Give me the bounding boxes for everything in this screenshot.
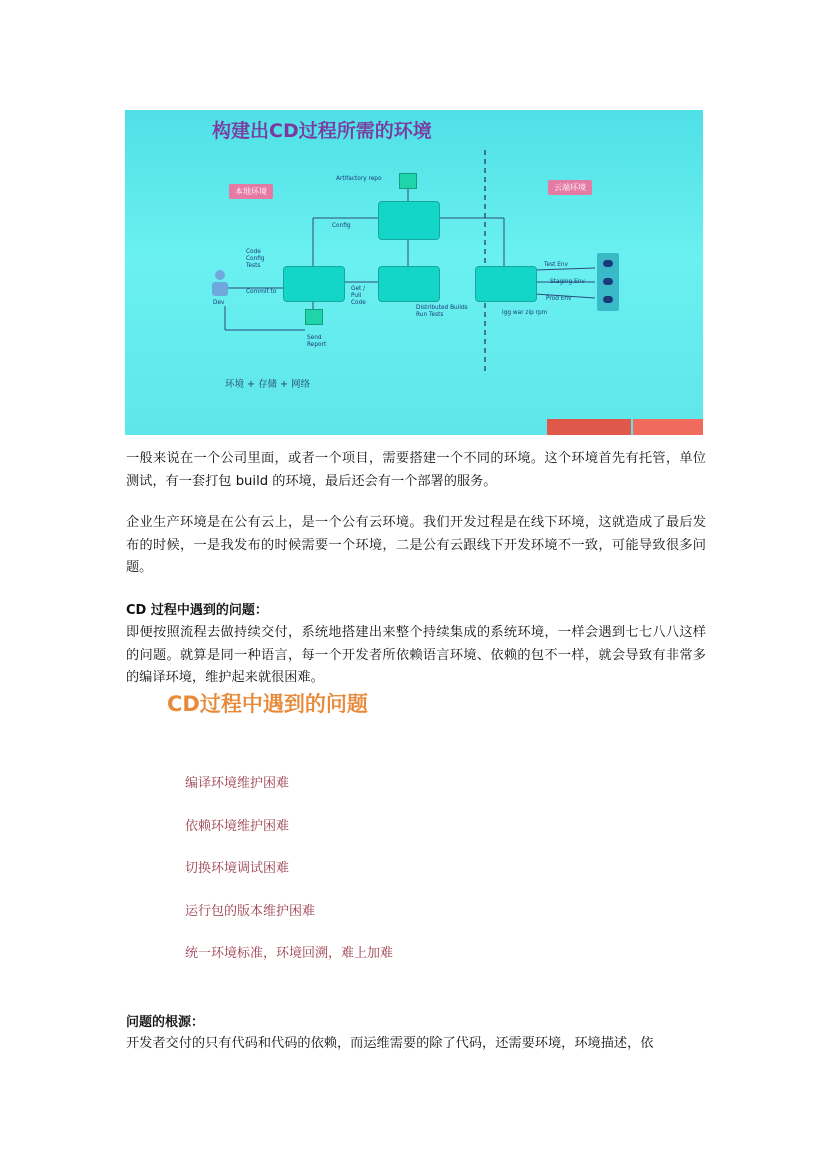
config-server-box [378,201,440,240]
slide-title: 构建出CD过程所需的环境 [212,120,432,142]
deploy-server-box [475,266,537,302]
env-icons-panel [597,253,619,311]
send-report-label: Send Report [307,335,327,348]
dev-label: Dev [213,300,225,306]
paragraph-1: 一般来说在一个公司里面，或者一个项目，需要搭建一个不同的环境。这个环境首先有托管，单位测试，有一套打包 build 的环境，最后还会有一个部署的服务。 [126,451,706,489]
staging-env-label: Staging Env [550,279,585,285]
report-icon [305,309,323,325]
deploy-note-label: Igg war zip rpm [502,310,548,316]
cloud-icon [603,278,613,285]
heading-root-cause: 问题的根源： [126,1015,205,1030]
build-server-box [378,266,440,302]
prod-env-label: Prod Env [546,296,572,302]
problem-item: 统一环境标准，环境回溯，难上加难 [185,946,394,961]
slide-image-cd-problems [125,688,685,978]
code-config-tests-label: Code Config Tests [246,249,265,269]
test-env-label: Test Env [544,262,569,268]
problem-item: 运行包的版本维护困难 [185,904,316,919]
distributed-builds-label: Distributed Builds Run Tests [416,305,468,318]
cloud-env-tag: 云端环境 [548,180,592,195]
slide-image-cd-environment [125,110,703,435]
problem-item: 切换环境调试困难 [185,861,290,876]
slide-red-badge [547,419,631,435]
paragraph-4: 开发者交付的只有代码和代码的依赖，而运维需要的除了代码，还需要环境，环境描述，依 [126,1036,654,1051]
paragraph-3: 即便按照流程去做持续交付，系统地搭建出来整个持续集成的系统环境，一样会遇到七七八八这样的问题。就算是同一种语言，每一个开发者所依赖语言环境、依赖的包不一样，就会导致有非常多的编译环境，维护起来就很困难。 [126,625,706,685]
paragraph-2: 企业生产环境是在公有云上，是一个公有云环境。我们开发过程是在线下环境，这就造成了最后发布的时候，一是我发布的时候需要一个环境，二是公有云跟线下开发环境不一致，可能导致很多问题。 [126,515,706,575]
source-repo-box [283,266,345,302]
cloud-icon [603,296,613,303]
artifactory-label: Artifactory repo [336,176,382,182]
cloud-icon [603,260,613,267]
get-pull-code-label: Get / Pull Code [351,286,366,306]
slide-red-badge-2 [633,419,703,435]
slide-footer-note: 环境 + 存储 + 网络 [225,379,310,390]
commit-label: Commit to [246,289,277,295]
problem-item: 依赖环境维护困难 [185,819,290,834]
heading-cd-problems: CD 过程中遇到的问题： [126,603,268,618]
slide2-title: CD过程中遇到的问题 [167,692,368,716]
config-label: Config [332,223,351,229]
artifactory-icon [399,173,417,189]
problem-item: 编译环境维护困难 [185,776,290,791]
developer-icon [212,270,228,296]
local-env-tag: 本地环境 [229,184,273,199]
